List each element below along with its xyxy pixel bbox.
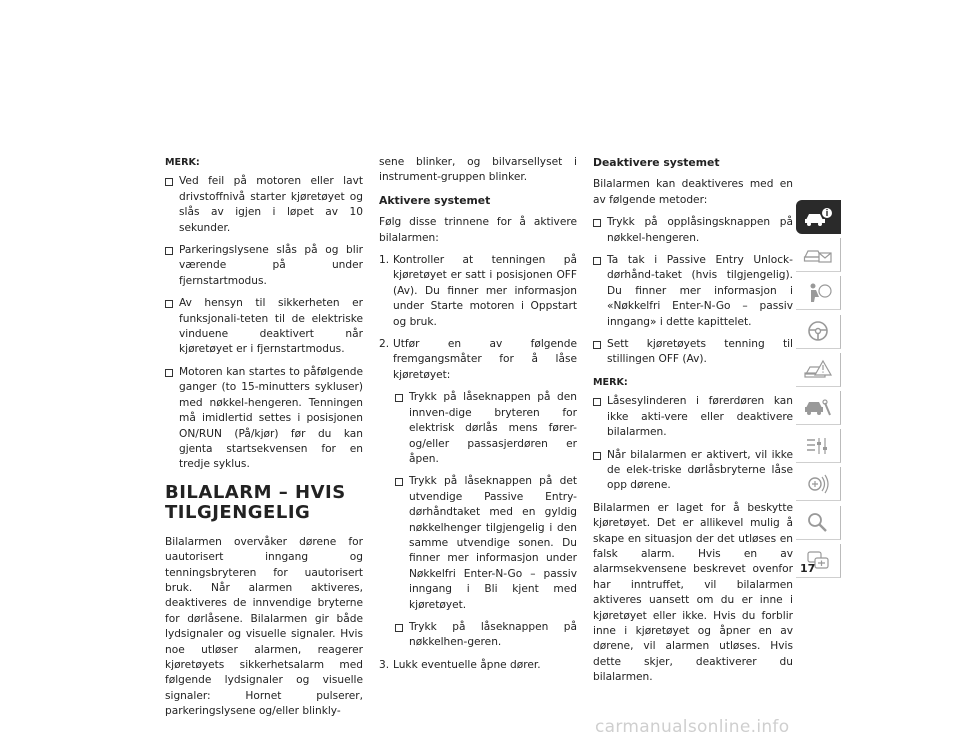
method-bullet [593, 337, 793, 368]
checkbox-bullet-icon [395, 394, 403, 402]
body-paragraph: sene blinker, og bilvarsellyset i instrument-gruppen blinker. [379, 156, 577, 184]
step-number: 1. [379, 254, 390, 267]
car-wrench-icon [803, 395, 833, 419]
note-label: MERK: [593, 376, 628, 388]
step-item [379, 337, 577, 651]
tab-getting-to-know[interactable] [796, 200, 841, 234]
step-item [379, 658, 577, 673]
checkbox-bullet-icon [593, 452, 601, 460]
steering-wheel-icon [803, 319, 833, 343]
tab-emergency[interactable] [796, 353, 841, 387]
body-paragraph: Bilalarmen overvåker dørene for uautorisert inngang og tenningsbryteren for uautorisert bruk. Når alarmen aktiveres, deaktiveres de innvendige bryterne for dørlåsene. Bilalarmen gir både lydsignaler og visuelle signaler. Hvis noe utløser alarmen, reagerer kjøretøyets sikkerhetsalarm med følgende lydsignaler og visuelle signaler: Hornet pulserer, parkeringslysene og/eller blinkly- [165, 535, 363, 718]
step-text: Utfør en av følgende fremgangsmåter for å låse kjøretøyet: [393, 338, 577, 381]
car-envelope-icon [803, 243, 833, 267]
checkbox-bullet-icon [165, 300, 173, 308]
sub-bullet-text: Trykk på låseknappen på nøkkelhen-geren. [409, 620, 577, 649]
subheading: Aktivere systemet [379, 193, 491, 207]
step-number: 2. [379, 338, 390, 351]
intro-paragraph: Følg disse trinnene for å aktivere bilalarmen: [379, 216, 577, 244]
page-number: 17 [800, 562, 816, 575]
note-bullet [165, 365, 363, 473]
column-2 [379, 155, 577, 680]
chapter-tab-strip [796, 200, 842, 582]
method-bullet-text: Ta tak i Passive Entry Unlock-dørhånd-taket (hvis tilgjengelig). Du finner mer informasjon i «Nøkkelfri Enter-N-Go – passiv inngang» i dette kapittelet. [607, 254, 793, 328]
tab-driving[interactable] [796, 315, 841, 349]
warning-car-icon [803, 357, 833, 381]
checkbox-bullet-icon [593, 219, 601, 227]
note-bullet-text: Ved feil på motoren eller lavt drivstoffnivå starter kjøretøyet og slås av igjen i løpet av 10 sekunder. [179, 175, 363, 234]
column-3 [593, 155, 793, 693]
checkbox-bullet-icon [395, 624, 403, 632]
step-item [379, 253, 577, 330]
method-bullet [593, 215, 793, 246]
body-paragraph: Bilalarmen er laget for å beskytte kjøretøyet. Det er allikevel mulig å skape en situasjon der det utløses en falsk alarm. Hvis en av alarmsekvensene beskrevet ovenfor har inntruffet, vil bilalarmen aktiveres uansett om du er inne i kjøretøyet eller ikke. Hvis du forblir inne i kjøretøyet og åpner en av dørene, vil alarmen utløses. Hvis dette skjer, deaktiverer du bilalarmen. [593, 501, 793, 684]
sub-bullet [395, 620, 577, 651]
note-bullet [593, 394, 793, 440]
multimedia-icon [803, 472, 833, 496]
watermark: carmanualsonline.info [595, 717, 790, 737]
search-icon [803, 510, 833, 534]
step-text: Kontroller at tenningen på kjøretøyet er satt i posisjonen OFF (Av). Du finner mer informasjon under Starte motoren i Oppstart og bruk. [393, 254, 577, 328]
checkbox-bullet-icon [165, 369, 173, 377]
checkbox-bullet-icon [165, 247, 173, 255]
specifications-icon [803, 434, 833, 458]
note-bullet-text: Motoren kan startes to påfølgende ganger (to 15-minutters sykluser) med nøkkel-hengeren. Tenningen må imidlertid settes i posisjonen ON/RUN (På/kjør) før du kan gjenta startsekvensen for en tredje syklus. [179, 365, 363, 471]
intro-paragraph: Bilalarmen kan deaktiveres med en av følgende metoder: [593, 178, 793, 206]
checkbox-bullet-icon [165, 178, 173, 186]
note-label: MERK: [165, 157, 200, 168]
note-bullet-text: Av hensyn til sikkerheten er funksjonali-teten til de elektriske vinduene deaktivert når kjøretøyet er i fjernstartmodus. [179, 297, 363, 356]
note-bullet [165, 243, 363, 289]
step-number: 3. [379, 658, 390, 671]
note-bullet [593, 448, 793, 494]
tab-multimedia[interactable] [796, 467, 841, 501]
subheading: Deaktivere systemet [593, 156, 720, 169]
checkbox-bullet-icon [395, 478, 403, 486]
car-info-icon [803, 205, 833, 229]
tab-service[interactable] [796, 391, 841, 425]
note-bullet-text: Når bilalarmen er aktivert, vil ikke de elek-triske dørlåsbryterne låse opp dørene. [607, 448, 793, 492]
column-1 [165, 155, 363, 727]
checkbox-bullet-icon [593, 341, 601, 349]
method-bullet-text: Trykk på opplåsingsknappen på nøkkel-hengeren. [607, 216, 793, 244]
tab-specifications[interactable] [796, 429, 841, 463]
checkbox-bullet-icon [593, 257, 601, 265]
checkbox-bullet-icon [593, 398, 601, 406]
note-bullet-text: Parkeringslysene slås på og blir værende på under fjernstartmodus. [179, 244, 363, 287]
sub-bullet [395, 474, 577, 613]
tab-safety[interactable] [796, 276, 841, 310]
airbag-icon [803, 281, 833, 305]
sub-bullet [395, 390, 577, 467]
sub-bullet-text: Trykk på låseknappen på det utvendige Passive Entry-dørhåndtaket med en gyldig nøkkelhenger tilgjengelig i den samme utvendige sonen. Du finner mer informasjon under Nøkkelfri Enter-N-Go – passiv inngang i Bli kjent med kjøretøyet. [409, 475, 577, 611]
note-bullet-text: Låsesylinderen i førerdøren kan ikke akti-vere eller deaktivere bilalarmen. [607, 395, 793, 439]
tab-instrument-panel[interactable] [796, 238, 841, 272]
method-bullet [593, 253, 793, 330]
step-text: Lukk eventuelle åpne dører. [393, 658, 541, 671]
method-bullet-text: Sett kjøretøyets tenning til stillingen OFF (Av). [607, 338, 793, 366]
note-bullet [165, 174, 363, 236]
tab-index[interactable] [796, 506, 841, 540]
section-heading: BILALARM – HVIS TILGJENGELIG [165, 481, 346, 523]
note-bullet [165, 296, 363, 358]
sub-bullet-list [395, 390, 577, 651]
sub-bullet-text: Trykk på låseknappen på den innven-dige bryteren for elektrisk dørlås mens fører- og/eller passasjerdøren er åpen. [409, 391, 577, 465]
